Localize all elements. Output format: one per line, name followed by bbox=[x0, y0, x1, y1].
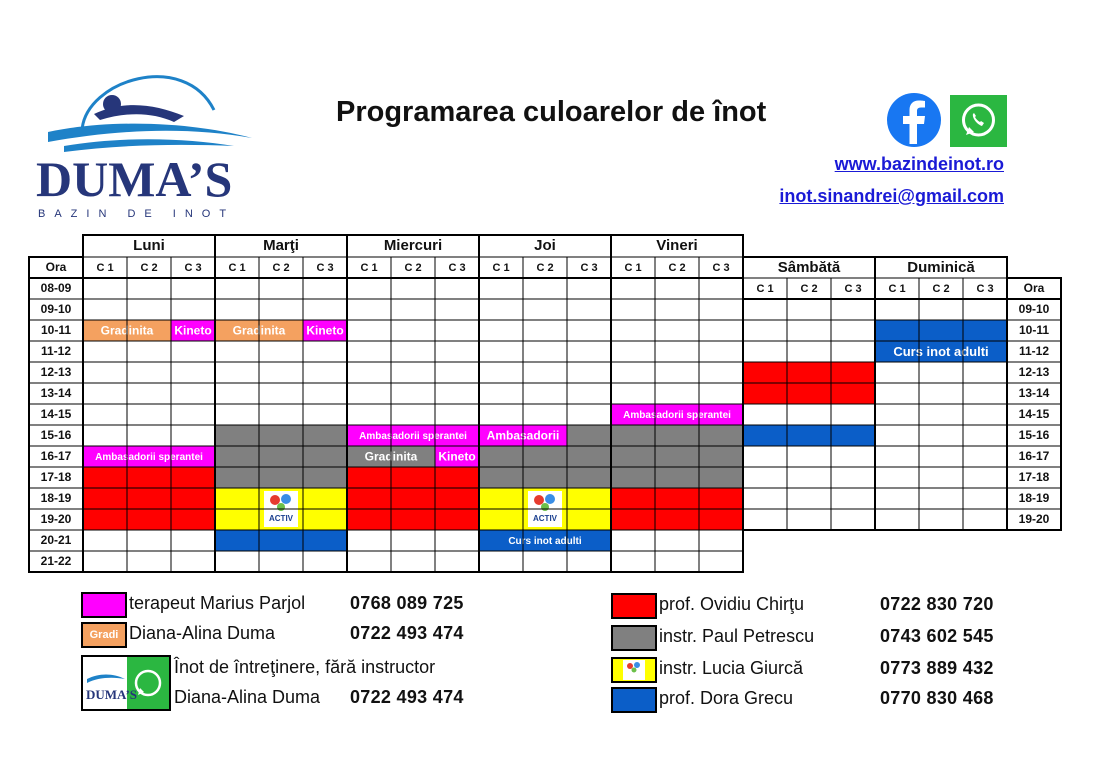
schedule-block bbox=[215, 425, 347, 488]
logo-wordmark: DUMA’S bbox=[36, 151, 233, 207]
email-link[interactable]: inot.sinandrei@gmail.com bbox=[779, 186, 1004, 206]
schedule-block bbox=[567, 425, 611, 446]
legend-phone: 0743 602 545 bbox=[880, 626, 994, 646]
weekend-block bbox=[743, 425, 875, 446]
legend-name: prof. Ovidiu Chirţu bbox=[659, 594, 805, 614]
block-label: Ambasadorii sperantei bbox=[95, 452, 203, 464]
lane-header: C 1 bbox=[756, 282, 774, 295]
block-label: Kineto bbox=[174, 323, 212, 338]
lane-header: C 1 bbox=[888, 282, 906, 295]
hour-label: 14-15 bbox=[40, 407, 72, 422]
lane-header: C 3 bbox=[844, 282, 862, 295]
activ-logo-dot bbox=[281, 494, 291, 504]
legend-name: instr. Lucia Giurcă bbox=[659, 658, 804, 678]
legend-swatch bbox=[611, 593, 657, 619]
page-title: Programarea culoarelor de înot bbox=[336, 96, 767, 128]
legend-name: Diana-Alina Duma bbox=[129, 623, 276, 643]
hour-label: 13-14 bbox=[1018, 386, 1050, 401]
hour-label: 16-17 bbox=[1018, 449, 1050, 464]
swatch-label: Gradi bbox=[89, 629, 119, 641]
block-label: Gradinita bbox=[364, 449, 418, 464]
block-label: Kineto bbox=[438, 449, 476, 464]
hour-label: 17-18 bbox=[1018, 470, 1050, 485]
lane-header: C 3 bbox=[316, 261, 334, 274]
hour-label: 10-11 bbox=[1018, 323, 1050, 338]
legend-swatch bbox=[611, 657, 657, 683]
legend-name: prof. Dora Grecu bbox=[659, 688, 794, 708]
day-header: Miercuri bbox=[383, 236, 443, 254]
block-label: Kineto bbox=[306, 323, 344, 338]
day-header: Duminică bbox=[907, 258, 975, 276]
block-label: Ambasadorii sperantei bbox=[359, 431, 467, 443]
legend-phone: 0722 830 720 bbox=[880, 594, 994, 614]
lane-header: C 2 bbox=[404, 261, 422, 274]
legend-name: Înot de întreţinere, fără instructor bbox=[174, 657, 436, 677]
block-label: Curs inot adulti bbox=[893, 343, 989, 359]
hour-label: 18-19 bbox=[1018, 491, 1050, 506]
website-link[interactable]: www.bazindeinot.ro bbox=[834, 154, 1004, 174]
block-label: Ambasadorii bbox=[486, 428, 560, 443]
legend-swatch bbox=[81, 592, 127, 618]
lane-header: C 3 bbox=[712, 261, 730, 274]
lane-header: C 3 bbox=[448, 261, 466, 274]
lane-header: C 2 bbox=[932, 282, 950, 295]
hour-label: 21-22 bbox=[40, 554, 72, 569]
legend-phone: 0770 830 468 bbox=[880, 688, 994, 708]
hour-label: 20-21 bbox=[40, 533, 72, 548]
lane-header: C 1 bbox=[228, 261, 246, 274]
activ-logo-dot bbox=[541, 503, 549, 511]
lane-header: C 3 bbox=[976, 282, 994, 295]
lane-header: C 2 bbox=[668, 261, 686, 274]
hour-label: 17-18 bbox=[40, 470, 72, 485]
day-header: Joi bbox=[534, 236, 556, 254]
legend-logo-swatch bbox=[81, 655, 171, 711]
legend-swatch bbox=[611, 625, 657, 651]
hour-label: 12-13 bbox=[1018, 365, 1050, 380]
lane-header: C 1 bbox=[492, 261, 510, 274]
legend-name: Diana-Alina Duma bbox=[174, 687, 321, 707]
schedule-block bbox=[83, 467, 215, 530]
activ-logo-dot bbox=[545, 494, 555, 504]
hour-label: 18-19 bbox=[40, 491, 72, 506]
legend-name: instr. Paul Petrescu bbox=[659, 626, 815, 646]
day-header: Luni bbox=[133, 236, 165, 254]
lane-header: C 3 bbox=[580, 261, 598, 274]
hour-label: 12-13 bbox=[40, 365, 72, 380]
hour-label: 13-14 bbox=[40, 386, 72, 401]
schedule-block bbox=[347, 467, 479, 530]
schedule-block bbox=[215, 530, 347, 551]
lane-header: C 2 bbox=[272, 261, 290, 274]
legend-phone: 0722 493 474 bbox=[350, 687, 464, 707]
block-label: Curs inot adulti bbox=[508, 536, 582, 548]
hour-label: 16-17 bbox=[40, 449, 72, 464]
lane-header: C 1 bbox=[360, 261, 378, 274]
lane-header: C 2 bbox=[140, 261, 158, 274]
activ-logo-dot bbox=[270, 495, 280, 505]
lane-header: C 1 bbox=[624, 261, 642, 274]
svg-text:DUMA’S: DUMA’S bbox=[86, 687, 138, 702]
day-header: Vineri bbox=[656, 236, 698, 254]
lane-header: C 2 bbox=[800, 282, 818, 295]
ora-header: Ora bbox=[1023, 281, 1045, 296]
activ-logo-text: ACTIV bbox=[269, 514, 293, 524]
hour-label: 19-20 bbox=[1018, 512, 1050, 527]
day-header: Marţi bbox=[263, 236, 299, 254]
activ-logo-text: ACTIV bbox=[533, 514, 557, 524]
hour-label: 09-10 bbox=[1018, 302, 1050, 317]
block-label: Gradinita bbox=[100, 323, 154, 338]
legend-phone: 0722 493 474 bbox=[350, 623, 464, 643]
legend-swatch bbox=[81, 622, 127, 648]
lane-header: C 2 bbox=[536, 261, 554, 274]
hour-label: 14-15 bbox=[1018, 407, 1050, 422]
hour-label: 11-12 bbox=[40, 344, 72, 359]
hour-label: 15-16 bbox=[40, 428, 72, 443]
schedule-block bbox=[611, 425, 743, 488]
block-label: Gradinita bbox=[232, 323, 286, 338]
hour-label: 08-09 bbox=[40, 281, 72, 296]
hour-label: 19-20 bbox=[40, 512, 72, 527]
hour-label: 11-12 bbox=[1018, 344, 1050, 359]
logo-subtitle: BAZIN DE INOT bbox=[38, 208, 236, 220]
lane-header: C 1 bbox=[96, 261, 114, 274]
activ-logo-dot bbox=[277, 503, 285, 511]
hour-label: 09-10 bbox=[40, 302, 72, 317]
hour-label: 15-16 bbox=[1018, 428, 1050, 443]
day-header: Sâmbătă bbox=[777, 258, 841, 276]
legend-phone: 0768 089 725 bbox=[350, 593, 464, 613]
weekend-column-border bbox=[875, 257, 1007, 530]
hour-label: 10-11 bbox=[40, 323, 72, 338]
ora-header: Ora bbox=[45, 260, 67, 275]
activ-logo-dot bbox=[534, 495, 544, 505]
block-label: Ambasadorii sperantei bbox=[623, 410, 731, 422]
legend-phone: 0773 889 432 bbox=[880, 658, 994, 678]
legend-swatch bbox=[611, 687, 657, 713]
legend-name: terapeut Marius Parjol bbox=[129, 593, 306, 613]
lane-header: C 3 bbox=[184, 261, 202, 274]
